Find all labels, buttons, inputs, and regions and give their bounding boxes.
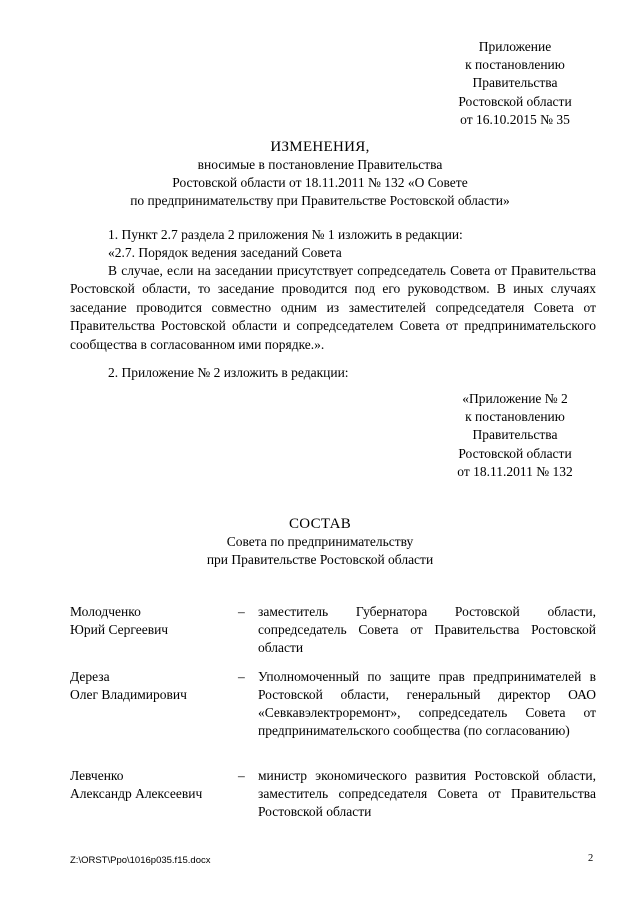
composition-line: при Правительстве Ростовской области (206, 552, 434, 567)
appendix2-header-line: от 18.11.2011 № 132 (457, 463, 573, 479)
composition-line: Совета по предпринимательству (226, 534, 414, 549)
member-dash: – (238, 669, 245, 684)
appendix-header-line: Правительства (472, 75, 558, 91)
appendix-header-line: Ростовской области (458, 93, 572, 109)
composition-heading: СОСТАВ (288, 516, 352, 532)
title-line: вносимые в постановление Правительства (197, 157, 443, 172)
member-entry (70, 668, 596, 738)
page-number: 2 (588, 853, 594, 864)
member-description: заместитель Губернатора Ростовской области, сопредседатель Совета от Правительства Ростовской области (258, 604, 596, 655)
member-dash: – (238, 604, 245, 619)
appendix2-header-line: Ростовской области (458, 445, 572, 461)
member-entry (70, 603, 596, 663)
appendix2-header-line: к постановлению (465, 409, 565, 425)
paragraph-4: 2. Приложение № 2 изложить в редакции: (108, 365, 349, 380)
member-surname: Молодченко (70, 604, 141, 619)
paragraph-2: «2.7. Порядок ведения заседаний Совета (108, 245, 342, 260)
appendix2-header-line: Правительства (472, 427, 558, 443)
footer-file-path: Z:\ORST\Ppo\1016p035.f15.docx (70, 855, 211, 866)
composition-title (60, 515, 580, 569)
member-surname: Левченко (70, 768, 124, 783)
member-description: Уполномоченный по защите прав предпринимателей в Ростовской области, генеральный директор ОАО «Севкавэлектроремонт», сопредседатель Совета от предпринимательского сообщества (по согласованию) (258, 669, 596, 738)
appendix-header-line: от 16.10.2015 № 35 (460, 111, 570, 127)
member-dash: – (238, 768, 245, 783)
member-entry (70, 767, 596, 827)
member-surname: Дереза (70, 669, 110, 684)
member-given-name: Юрий Сергеевич (70, 622, 169, 637)
paragraph-1: 1. Пункт 2.7 раздела 2 приложения № 1 изложить в редакции: (108, 227, 463, 242)
appendix2-header-line: «Приложение № 2 (462, 391, 568, 406)
member-description: министр экономического развития Ростовской области, заместитель сопредседателя Совета от Правительства Ростовской области (258, 768, 596, 819)
member-name (70, 603, 240, 639)
title-heading: ИЗМЕНЕНИЯ, (270, 139, 370, 155)
member-given-name: Александр Алексеевич (70, 786, 203, 801)
title-line: по предпринимательству при Правительстве Ростовской области» (130, 193, 510, 208)
appendix-header (420, 38, 610, 129)
appendix-header-line: Приложение (478, 39, 552, 54)
member-name (70, 767, 240, 803)
paragraph-3: В случае, если на заседании присутствует сопредседатель Совета от Правительства Ростовской области, то заседание проводится под его руководством. В иных случаях заседание проводится совместно одним из заместителей сопредседателя Совета от Правительства Ростовской области и сопредседателем Совета от предпринимательского сообщества в согласованном ими порядке.». (70, 263, 596, 352)
appendix2-header (420, 390, 610, 481)
member-given-name: Олег Владимирович (70, 687, 187, 702)
appendix-header-line: к постановлению (465, 57, 565, 73)
member-name (70, 668, 240, 704)
document-title (60, 138, 580, 210)
title-line: Ростовской области от 18.11.2011 № 132 «О Совете (172, 175, 468, 190)
